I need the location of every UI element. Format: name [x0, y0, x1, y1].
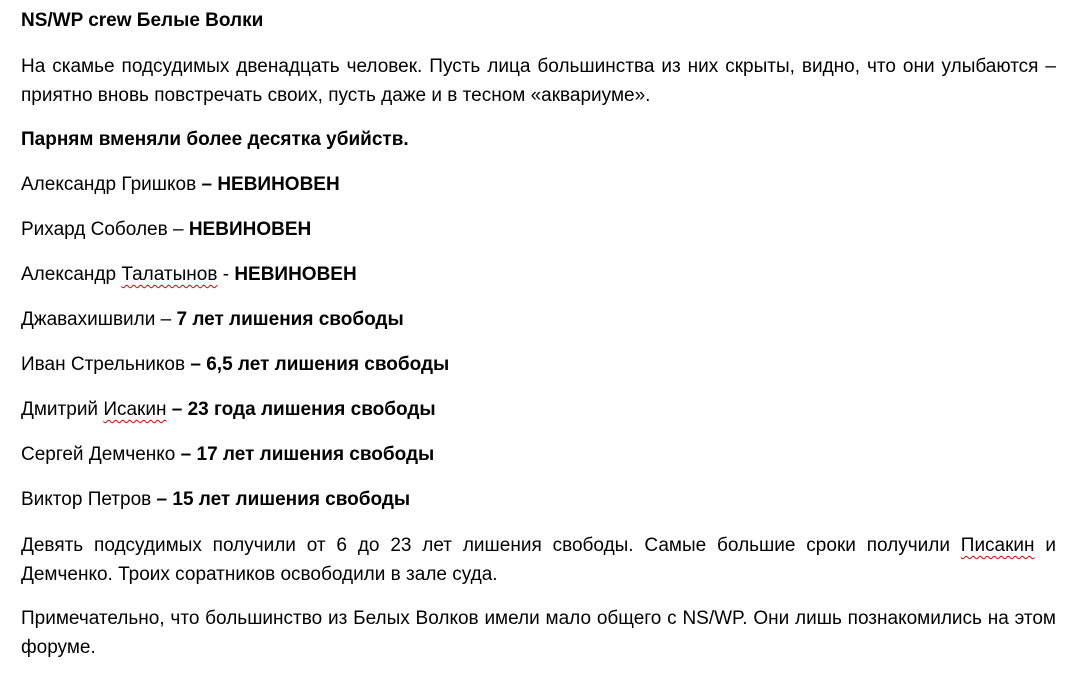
verdict-text: 15 лет лишения свободы	[172, 489, 411, 510]
spellcheck-flagged-word[interactable]: Исакин	[103, 399, 167, 420]
verdict-separator: -	[217, 264, 235, 285]
verdict-text: НЕВИНОВЕН	[217, 174, 340, 195]
defendant-name: Александр Гришков	[21, 174, 197, 195]
defendant-name: Виктор Петров	[21, 489, 152, 510]
defendant-first-name: Александр	[21, 264, 122, 285]
verdict-line	[21, 440, 434, 469]
defendant-name: Рихард Соболев	[21, 219, 168, 240]
verdict-separator: –	[166, 399, 188, 420]
defendant-name: Джавахишвили	[21, 309, 156, 330]
verdict-separator: –	[196, 174, 218, 195]
verdict-line	[21, 215, 311, 244]
verdict-line	[21, 395, 436, 424]
defendant-first-name: Дмитрий	[21, 399, 104, 420]
verdict-text: 23 года лишения свободы	[187, 399, 436, 420]
defendant-name: Иван Стрельников	[21, 354, 186, 375]
document-title: NS/WP crew Белые Волки	[21, 10, 264, 31]
intro-paragraph: На скамье подсудимых двенадцать человек. Пусть лица большинства из них скрыты, видно, что они улыбаются – приятно вновь повстречать своих, пусть даже и в тесном «аквариуме».	[21, 56, 1056, 106]
verdict-text: НЕВИНОВЕН	[188, 219, 312, 240]
verdict-line	[21, 305, 404, 334]
verdict-line	[21, 485, 410, 514]
summary-text: и Демченко. Троих соратников освободили в зале суда.	[21, 535, 1056, 585]
verdict-separator: –	[155, 309, 177, 330]
defendant-name: Сергей Демченко	[21, 444, 176, 465]
verdict-separator: –	[151, 489, 173, 510]
summary-paragraph	[21, 531, 1056, 589]
spellcheck-flagged-word[interactable]: Талатынов	[121, 264, 218, 285]
verdict-text: 17 лет лишения свободы	[196, 444, 435, 465]
charges-paragraph: Парням вменяли более десятка убийств.	[21, 129, 409, 150]
summary-text: Девять подсудимых получили от 6 до 23 лет лишения свободы. Самые большие сроки получили	[21, 535, 961, 556]
verdict-separator: –	[185, 354, 207, 375]
spellcheck-flagged-word[interactable]: Писакин	[960, 535, 1035, 556]
verdict-line	[21, 350, 449, 379]
verdict-text: 6,5 лет лишения свободы	[206, 354, 450, 375]
verdict-separator: –	[167, 219, 189, 240]
verdict-line	[21, 170, 340, 199]
note-paragraph: Примечательно, что большинство из Белых Волков имели мало общего с NS/WP. Они лишь познакомились на этом форуме.	[21, 608, 1056, 658]
verdict-line	[21, 260, 357, 289]
verdict-text: НЕВИНОВЕН	[234, 264, 357, 285]
verdict-separator: –	[175, 444, 197, 465]
verdict-text: 7 лет лишения свободы	[176, 309, 404, 330]
